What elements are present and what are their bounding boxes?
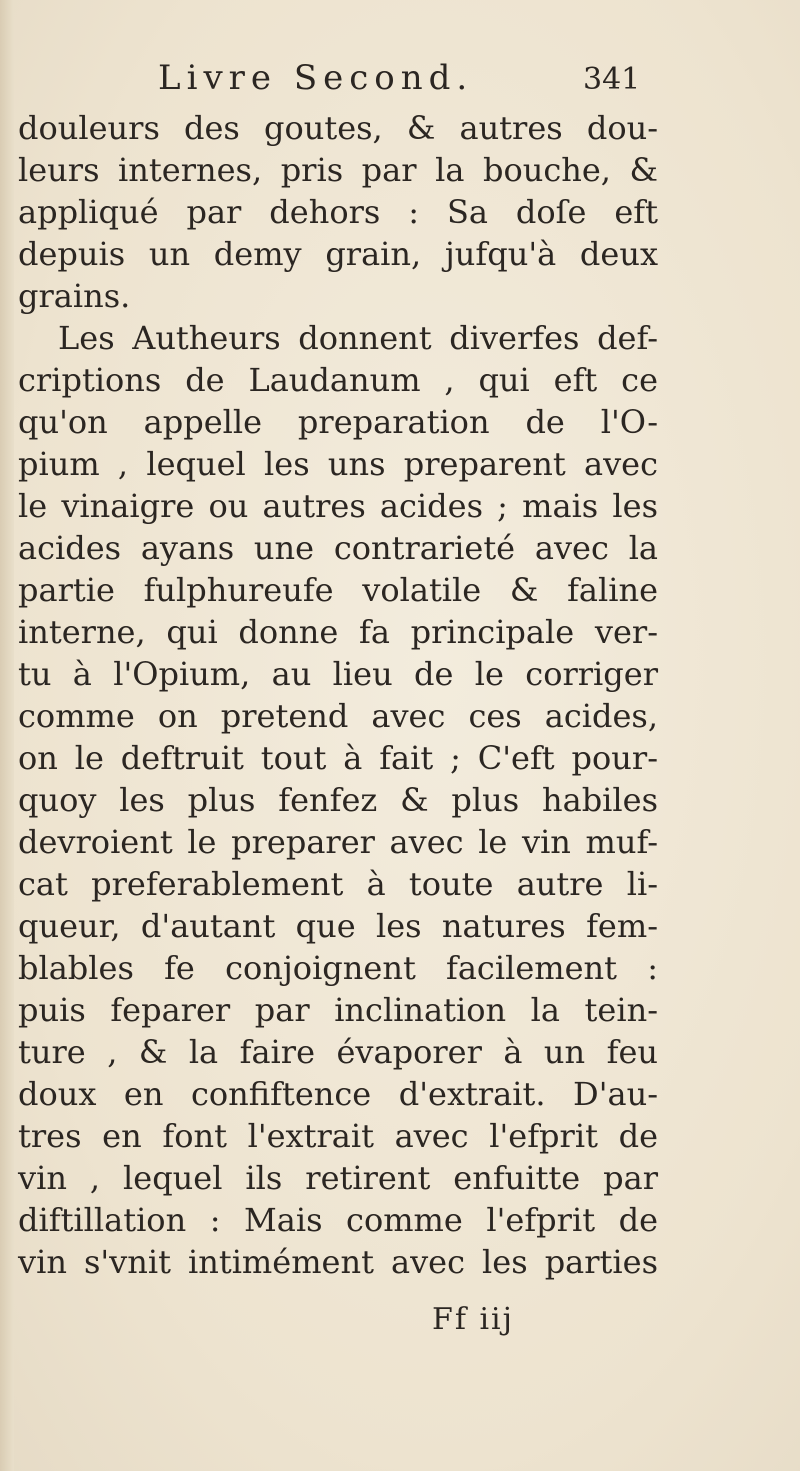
text-line: diftillation : Mais comme l'efprit de: [18, 1201, 658, 1239]
text-line: Les Autheurs donnent diverfes def-: [58, 319, 658, 357]
text-line: vin , lequel ils retirent enfuitte par: [18, 1159, 658, 1197]
text-line: appliqué par dehors : Sa doſe eft: [18, 193, 658, 231]
text-line: puis feparer par inclination la tein-: [18, 991, 658, 1029]
text-line: douleurs des goutes, & autres dou-: [18, 109, 658, 147]
text-line: on le deftruit tout à fait ; C'eft pour-: [18, 739, 658, 777]
page-header: [158, 58, 678, 108]
text-line: pium , lequel les uns preparent avec: [18, 445, 658, 483]
text-line: depuis un demy grain, jufqu'à deux: [18, 235, 658, 273]
text-line: cat preferablement à toute autre li-: [18, 865, 658, 903]
text-line: acides ayans une contrarieté avec la: [18, 529, 658, 567]
page-number: 341: [583, 62, 641, 97]
running-title: Livre Second.: [158, 58, 474, 98]
text-line: criptions de Laudanum , qui eft ce: [18, 361, 658, 399]
text-line: ture , & la faire évaporer à un feu: [18, 1033, 658, 1071]
text-line: interne, qui donne fa principale ver-: [18, 613, 658, 651]
text-line: queur, d'autant que les natures fem-: [18, 907, 658, 945]
text-line: doux en confiftence d'extrait. D'au-: [18, 1075, 658, 1113]
text-line: leurs internes, pris par la bouche, &: [18, 151, 658, 189]
text-line: blables fe conjoignent facilement :: [18, 949, 658, 987]
page-gutter: [0, 0, 14, 1471]
text-line: grains.: [18, 277, 131, 315]
text-line: tres en font l'extrait avec l'efprit de: [18, 1117, 658, 1155]
text-line: le vinaigre ou autres acides ; mais les: [18, 487, 658, 525]
text-line: comme on pretend avec ces acides,: [18, 697, 658, 735]
signature-mark: Ff iij: [432, 1302, 514, 1337]
text-line: devroient le preparer avec le vin muf-: [18, 823, 658, 861]
text-line: partie fulphureufe volatile & faline: [18, 571, 658, 609]
text-line: tu à l'Opium, au lieu de le corriger: [18, 655, 658, 693]
text-line: qu'on appelle preparation de l'O-: [18, 403, 658, 441]
text-line: vin s'vnit intimément avec les parties: [18, 1243, 658, 1281]
text-line: quoy les plus fenfez & plus habiles: [18, 781, 658, 819]
